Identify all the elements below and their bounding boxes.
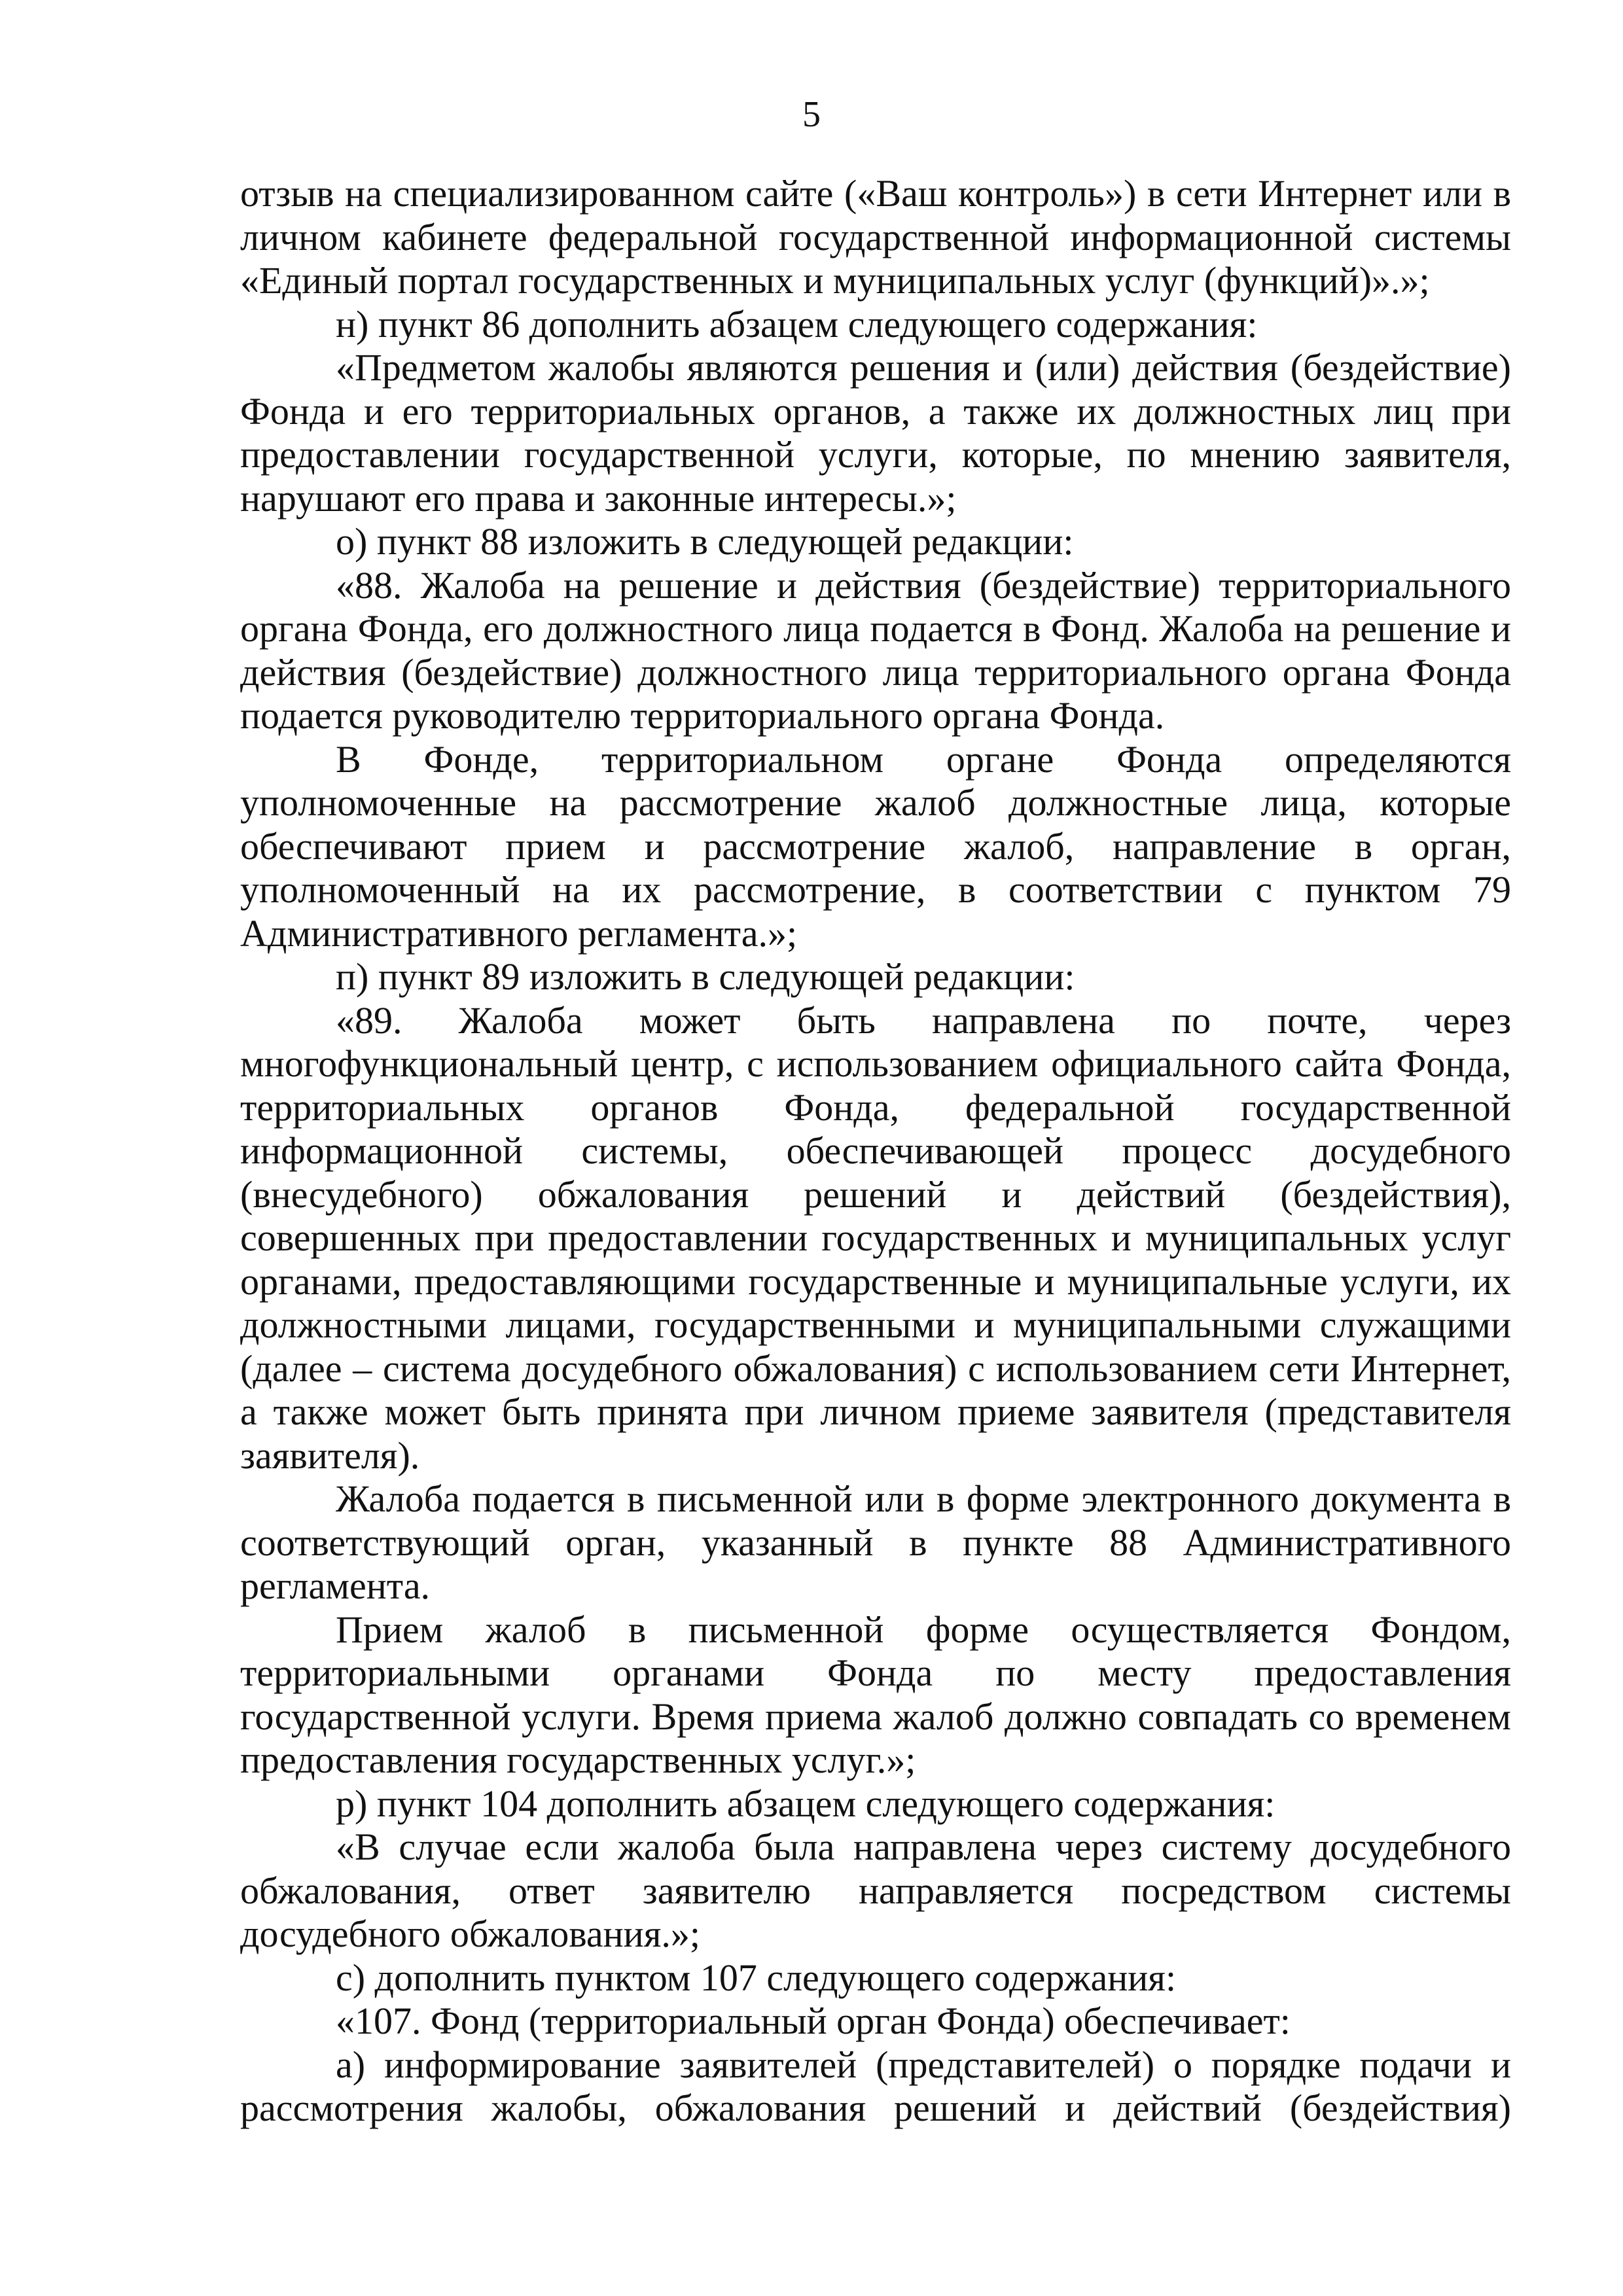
paragraph-quote-subject: «Предметом жалобы являются решения и (или) действия (бездействие) Фонда и его территориальных органов, а также их должностных лиц при предоставлении государственной услуги, которые, по мнению заявителя, нарушают его права и законные интересы.»; [240, 346, 1511, 520]
document-body [240, 172, 1511, 2130]
paragraph-quote-89: «89. Жалоба может быть направлена по почте, через многофункциональный центр, с использованием официального сайта Фонда, территориальных органов Фонда, федеральной государственной информационной системы, обеспечивающей процесс досудебного (внесудебного) обжалования решений и действий (бездействия), совершенных при предоставлении государственных и муниципальных услуг органами, предоставляющими государственные и муниципальные услуги, их должностными лицами, государственными и муниципальными служащими (далее – система досудебного обжалования) с использованием сети Интернет, а также может быть принята при личном приеме заявителя (представителя заявителя). [240, 998, 1511, 1477]
paragraph-item-s: с) дополнить пунктом 107 следующего содержания: [336, 1956, 1177, 1999]
paragraph-fund-officials: В Фонде, территориальном органе Фонда определяются уполномоченные на рассмотрение жалоб должностные лица, которые обеспечивают прием и рассмотрение жалоб, направление в орган, уполномоченный на их рассмотрение, в соответствии с пунктом 79 Административного регламента.»; [240, 737, 1511, 955]
page-number: 5 [802, 94, 821, 135]
paragraph-complaint-reception: Прием жалоб в письменной форме осуществляется Фондом, территориальными органами Фонда по месту предоставления государственной услуги. Время приема жалоб должно совпадать со временем предоставления государственных услуг.»; [240, 1608, 1511, 1781]
paragraph-item-p: п) пункт 89 изложить в следующей редакции: [336, 955, 1075, 998]
paragraph-item-n: н) пункт 86 дополнить абзацем следующего содержания: [336, 302, 1258, 345]
paragraph-quote-response: «В случае если жалоба была направлена через систему досудебного обжалования, ответ заявителю направляется посредством системы досудебного обжалования.»; [240, 1826, 1511, 1955]
paragraph-item-a: а) информирование заявителей (представителей) о порядке подачи и рассмотрения жалобы, обжалования решений и действий (бездействия) [240, 2043, 1511, 2129]
paragraph-quote-88: «88. Жалоба на решение и действия (бездействие) территориального органа Фонда, его должностного лица подается в Фонд. Жалоба на решение и действия (бездействие) должностного лица территориального органа Фонда подается руководителю территориального органа Фонда. [240, 563, 1511, 737]
paragraph-quote-107: «107. Фонд (территориальный орган Фонда) обеспечивает: [336, 2000, 1291, 2042]
paragraph-item-o: о) пункт 88 изложить в следующей редакции: [336, 520, 1074, 563]
paragraph-complaint-form: Жалоба подается в письменной или в форме электронного документа в соответствующий орган, указанный в пункте 88 Административного регламента. [240, 1477, 1511, 1607]
paragraph-item-r: р) пункт 104 дополнить абзацем следующего содержания: [336, 1782, 1275, 1825]
paragraph-continuation: отзыв на специализированном сайте («Ваш контроль») в сети Интернет или в личном кабинете федеральной государственной информационной системы «Единый портал государственных и муниципальных услуг (функций)».»; [240, 172, 1511, 302]
